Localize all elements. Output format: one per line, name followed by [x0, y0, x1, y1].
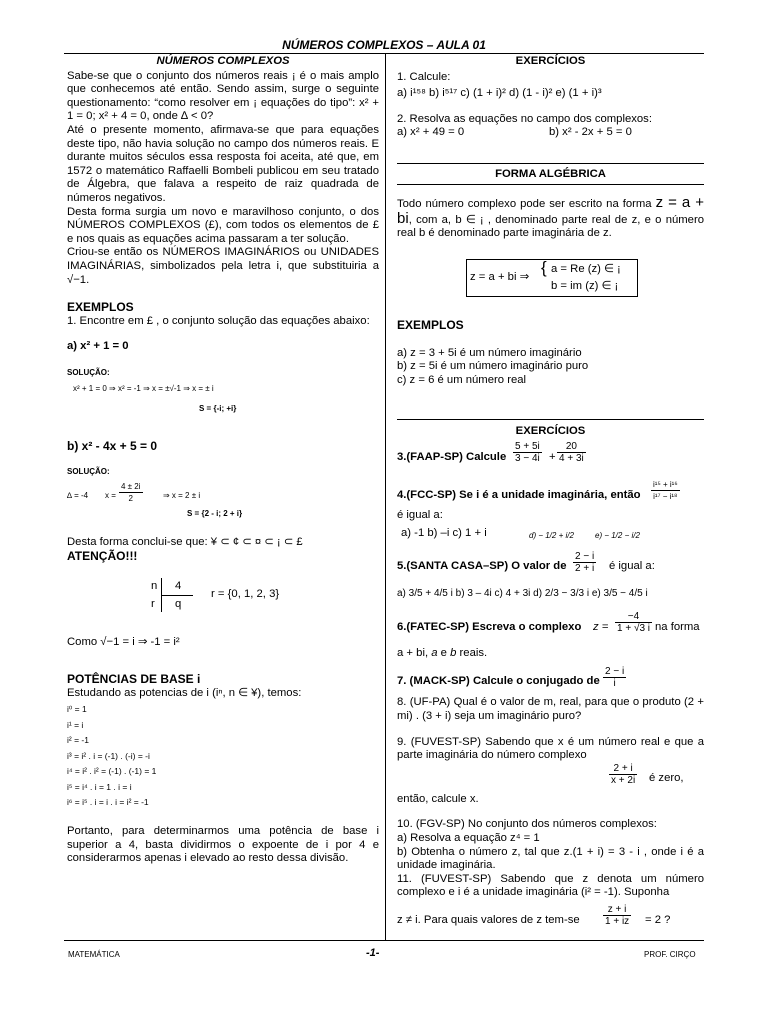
exercises2-title: EXERCÍCIOS: [515, 425, 586, 437]
question-3: [397, 441, 704, 473]
example-1b: b) x² - 4x + 5 = 0: [67, 438, 158, 453]
forma-box-real: a = Re (z) ∈ ¡: [551, 263, 621, 275]
right-column: [397, 55, 704, 140]
q5-den: 2 + i: [575, 563, 595, 575]
solution-a-steps: x² + 1 = 0 ⇒ x² = -1 ⇒ x = ±√-1 ⇒ x = ± i: [73, 384, 214, 394]
solution-b-fraction: [119, 481, 143, 504]
question-10: 10. (FGV-SP) No conjunto dos números complexos:: [397, 818, 657, 831]
q3-f1-den: 3 − 4i: [515, 452, 540, 464]
q4-num: i¹⁵ + i¹⁶: [653, 479, 678, 489]
solution-b-numerator: 4 ± 2i: [121, 481, 141, 491]
question-11-end: = 2 ?: [645, 913, 671, 926]
question-2a: a) x² + 49 = 0: [397, 126, 465, 139]
forma-title: FORMA ALGÉBRICA: [495, 168, 606, 180]
forma-box-left: z = a + bi ⇒: [470, 271, 530, 283]
power-item: i² = -1: [67, 735, 89, 746]
question-5-source: 5.(SANTA CASA–SP) O valor de: [397, 560, 567, 573]
q9-zero: é zero,: [649, 771, 684, 784]
intro-paragraph-2: Até o presente momento, afirmava-se que para equações deste tipo, não havia solução no campo dos números reais. E durante muitos séculos essa resposta foi aceita, até que, em 1572 o matemático Raffaelli Bombeli publicou em seu tratado de Álgebra, que falava a respeito de raiz quadrada de números negativos.: [67, 123, 379, 204]
division-hbar: [161, 595, 193, 596]
forma-box: [466, 259, 638, 297]
question-6-z: z =: [593, 620, 609, 633]
question-5: [397, 551, 704, 581]
question-7-fraction: [603, 666, 626, 689]
q3-f2-num: 20: [557, 441, 586, 453]
footer-rule: [64, 940, 704, 941]
question-9-fraction: [609, 763, 637, 786]
solution-b-x: x =: [105, 490, 116, 500]
brace-icon: {: [541, 258, 547, 277]
forma-text: [397, 196, 704, 241]
solution-a-set: S = {-i; +i}: [199, 404, 237, 414]
power-item: i³ = i² . i = (-1) . (-i) = -i: [67, 750, 150, 761]
right-example-c: c) z = 6 é um número real: [397, 373, 527, 386]
question-6-fraction: [615, 611, 652, 634]
power-item: i⁵ = i⁴ . i = 1 . i = i: [67, 781, 132, 792]
question-3-fraction-1: [513, 441, 542, 464]
q9-num: 2 + i: [609, 763, 637, 775]
division-n: n: [151, 579, 158, 592]
question-9-fraction-row: [397, 763, 704, 793]
question-4-fraction: [651, 479, 680, 502]
conclusion-line: Desta forma conclui-se que: ¥ ⊂ ¢ ⊂ ¤ ⊂ ¡ ⊂ £: [67, 536, 303, 549]
question-11b: z ≠ i. Para quais valores de z tem-se: [397, 913, 580, 926]
q6-num: −4: [615, 611, 652, 623]
left-column: [67, 55, 379, 866]
powers-conclusion: Portanto, para determinarmos uma potência de base i superior a 4, basta dividirmos o expoente de i por 4 e considerarmos apenas i elevado ao resto dessa divisão.: [67, 824, 379, 865]
powers-list: [67, 702, 379, 811]
q4-option-e: e) − 1/2 − i/2: [595, 531, 640, 541]
question-9-end: então, calcule x.: [397, 792, 479, 805]
forma-rule-bottom: [397, 184, 704, 185]
exercises-title: EXERCÍCIOS: [515, 55, 586, 67]
power-item: i¹ = i: [67, 719, 84, 730]
section-title-complex-numbers: NÚMEROS COMPLEXOS: [156, 55, 290, 67]
question-6: [397, 611, 704, 645]
question-10a: a) Resolva a equação z⁴ = 1: [397, 831, 540, 844]
question-4: [397, 479, 704, 511]
forma-rule-top: [397, 163, 704, 164]
plus-sign: +: [549, 450, 556, 463]
solution-b-set: S = {2 - i; 2 + i}: [187, 508, 243, 518]
solution-b-line: [67, 481, 379, 507]
q9-den: x + 2i: [611, 774, 636, 786]
question-1: 1. Calcule:: [397, 70, 451, 83]
q6-den: 1 + √3 i: [617, 622, 651, 634]
question-1-items: a) i¹⁵⁸ b) i⁵¹⁷ c) (1 + i)² d) (1 - i)² e) (1 + i)³: [397, 87, 602, 100]
page-title: NÚMEROS COMPLEXOS – AULA 01: [282, 38, 486, 52]
solution-b-denominator: 2: [128, 493, 133, 503]
division-r: r: [151, 597, 155, 610]
division-4: 4: [175, 579, 182, 592]
header-rule: [64, 53, 704, 54]
power-item: i⁶ = i⁵ . i = i . i = i² = -1: [67, 797, 149, 808]
question-9: 9. (FUVEST-SP) Sabendo que x é um número real e que a parte imaginária do número complexo: [397, 735, 704, 762]
column-divider: [385, 54, 386, 940]
example-1-statement: 1. Encontre em £ , o conjunto solução das equações abaixo:: [67, 314, 370, 327]
right-examples: [397, 319, 704, 387]
power-item: i⁴ = i² . i² = (-1) . (-1) = 1: [67, 766, 157, 777]
exercises2-rule: [397, 419, 704, 420]
division-scheme: [67, 578, 379, 622]
question-11: 11. (FUVEST-SP) Sabendo que z denota um número complexo e i é a unidade imaginária (i² = -1). Suponha: [397, 872, 704, 899]
footer-subject: MATEMÁTICA: [68, 950, 120, 959]
powers-title: POTÊNCIAS DE BASE i: [67, 672, 201, 687]
footer-teacher: PROF. CIRÇO: [644, 950, 696, 959]
division-q: q: [175, 597, 182, 610]
q3-f2-den: 4 + 3i: [559, 452, 584, 464]
question-8: 8. (UF-PA) Qual é o valor de m, real, para que o produto (2 + mi) . (3 + i) seja um imaginário puro?: [397, 696, 704, 722]
powers-intro: Estudando as potencias de i (iⁿ, n ∈ ¥), temos:: [67, 686, 302, 699]
question-5-end: é igual a:: [609, 560, 655, 573]
solution-b-result: ⇒ x = 2 ± i: [163, 490, 201, 500]
division-remainder-set: r = {0, 1, 2, 3}: [211, 587, 280, 600]
solution-label: SOLUÇÃO:: [67, 367, 110, 377]
q4-options-abc: a) -1 b) –i c) 1 + i: [401, 527, 487, 540]
question-6-end: a + bi, a e b reais.: [397, 646, 488, 659]
example-1a: a) x² + 1 = 0: [67, 340, 129, 353]
forma-equation: z = a + bi: [397, 194, 704, 227]
question-4-source: 4.(FCC-SP) Se i é a unidade imaginária, então: [397, 488, 641, 501]
solution-b-delta: ∆ = -4: [67, 490, 89, 500]
right-example-a: a) z = 3 + 5i é um número imaginário: [397, 346, 582, 359]
question-5-options: a) 3/5 + 4/5 i b) 3 – 4i c) 4 + 3i d) 2/3 − 3/3 i e) 3/5 − 4/5 i: [397, 588, 648, 600]
question-2: 2. Resolva as equações no campo dos complexos:: [397, 112, 652, 125]
right-examples-title: EXEMPLOS: [397, 318, 464, 332]
question-4-options: [397, 525, 704, 543]
solution-label-b: SOLUÇÃO:: [67, 467, 110, 477]
question-6-source: 6.(FATEC-SP) Escreva o complexo: [397, 620, 582, 633]
power-item: i⁰ = 1: [67, 704, 87, 715]
question-2b: b) x² - 2x + 5 = 0: [549, 126, 632, 139]
intro-paragraph-1: Sabe-se que o conjunto dos números reais ¡ é o mais amplo que conhecemos até então. Sendo assim, surge o seguinte questionamento: “como resolver em ¡ equações do tipo”: x² + 1 = 0; x² + 4 = 0, onde ∆ < 0?: [67, 69, 379, 123]
question-10b: b) Obtenha o número z, tal que z.(1 + i) = 3 - i , onde i é a unidade imaginária.: [397, 845, 704, 872]
right-example-b: b) z = 5i é um número imaginário puro: [397, 360, 589, 373]
question-4-end: é igual a:: [397, 508, 443, 521]
forma-text-2: , com a, b ∈ ¡ , denominado parte real de z, e o número real b é denominado parte imaginária de z.: [397, 213, 704, 240]
page-number: -1-: [366, 947, 380, 959]
examples-title: EXEMPLOS: [67, 300, 134, 315]
como-line: Como √−1 = i ⇒ -1 = i²: [67, 635, 180, 648]
q11-num: z + i: [603, 904, 631, 916]
question-7-source: 7. (MACK-SP) Calcule o conjugado de: [397, 675, 600, 688]
question-11-line: [397, 904, 704, 934]
q3-f1-num: 5 + 5i: [515, 440, 540, 452]
question-6-end-a: na forma: [655, 620, 700, 633]
forma-text-1: Todo número complexo pode ser escrito na forma: [397, 198, 652, 210]
q7-den: i: [613, 678, 616, 690]
forma-box-imag: b = im (z) ∈ ¡: [551, 280, 619, 292]
q7-num: 2 − i: [605, 666, 625, 678]
q5-num: 2 − i: [575, 551, 595, 563]
q4-option-d: d) − 1/2 + i/2: [529, 531, 574, 541]
question-11-fraction: [603, 904, 631, 927]
question-5-fraction: [573, 551, 596, 574]
q11-den: 1 + iz: [605, 915, 630, 927]
question-3-fraction-2: [557, 441, 586, 464]
q4-den: i¹⁷ − i¹⁸: [653, 491, 678, 501]
exercises-2: [397, 425, 704, 934]
question-3-source: 3.(FAAP-SP) Calcule: [397, 450, 507, 463]
intro-paragraph-3: Desta forma surgia um novo e maravilhoso conjunto, o dos NÚMEROS COMPLEXOS (£), com todos os elementos de £ e nos quais as equações acima passaram a ter solução.: [67, 205, 379, 245]
question-7: [397, 666, 704, 696]
attention-title: ATENÇÃO!!!: [67, 549, 138, 564]
intro-paragraph-4: Criou-se então os NÚMEROS IMAGINÁRIOS ou UNIDADES IMAGINÁRIAS, simbolizados pela letra i, que substituiria a √−1.: [67, 246, 379, 286]
question-2-items: [397, 126, 704, 140]
